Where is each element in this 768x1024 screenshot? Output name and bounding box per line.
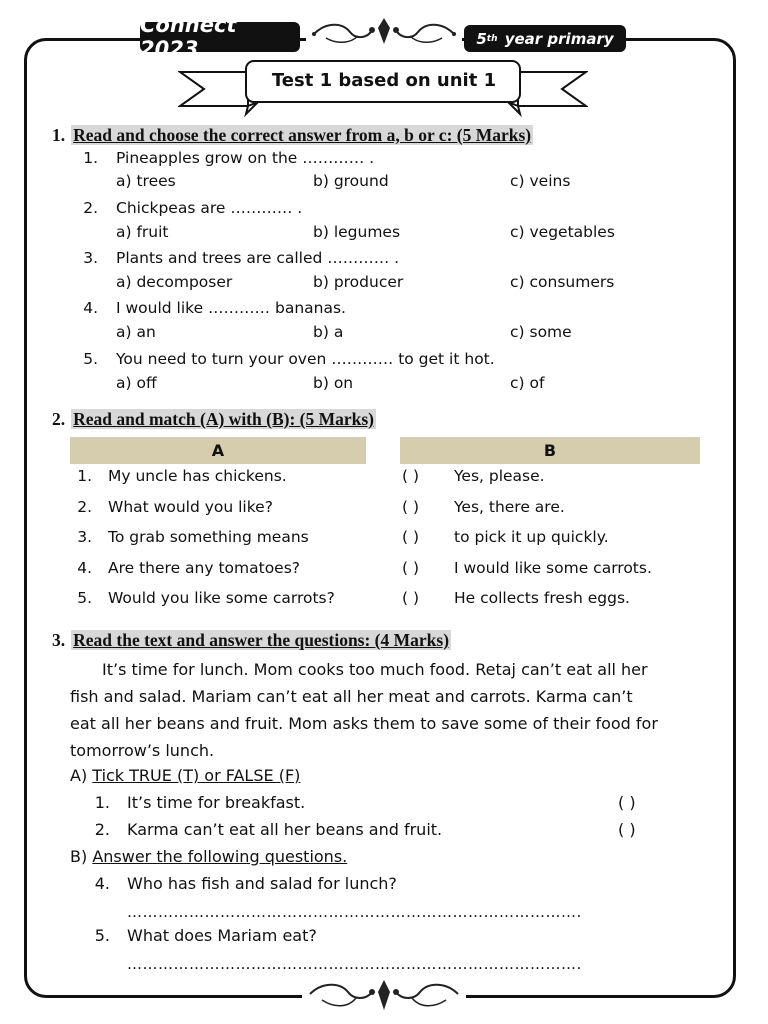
match-b-text: to pick it up quickly. [454, 528, 609, 546]
tf-statement: Karma can’t eat all her beans and fruit. [127, 820, 443, 839]
question-number: 5. [83, 350, 98, 368]
section-1-title: Read and choose the correct answer from a, b or c: (5 Marks) [73, 125, 532, 145]
option-c[interactable]: c) of [510, 374, 545, 392]
section-2-number: 2. [52, 409, 66, 429]
match-b-text: Yes, please. [454, 467, 545, 485]
match-bracket[interactable]: ( ) [402, 467, 420, 485]
match-a-text: Are there any tomatoes? [108, 559, 301, 577]
grade-text: year primary [504, 29, 614, 48]
question-text: Who has fish and salad for lunch? [127, 874, 397, 893]
section-2-title: Read and match (A) with (B): (5 Marks) [73, 409, 375, 429]
tf-number: 2. [94, 820, 110, 839]
section-3-title: Read the text and answer the questions: (4 Marks) [73, 630, 450, 650]
section-1-heading [52, 124, 533, 146]
tf-number: 1. [94, 793, 110, 812]
option-b[interactable]: b) legumes [313, 223, 401, 241]
question-number: 1. [83, 149, 98, 167]
option-a[interactable]: a) trees [116, 172, 176, 190]
option-c[interactable]: c) veins [510, 172, 571, 190]
option-a[interactable]: a) an [116, 323, 156, 341]
option-a[interactable]: a) fruit [116, 223, 169, 241]
option-b[interactable]: b) ground [313, 172, 389, 190]
match-bracket[interactable]: ( ) [402, 589, 420, 607]
option-a[interactable]: a) decomposer [116, 273, 233, 291]
question-text: I would like ………… bananas. [116, 299, 346, 317]
passage-line: tomorrow’s lunch. [70, 741, 215, 760]
grade-tag [464, 25, 626, 52]
match-b-text: Yes, there are. [454, 498, 565, 516]
match-bracket[interactable]: ( ) [402, 498, 420, 516]
question-text: What does Mariam eat? [127, 926, 317, 945]
match-a-text: Would you like some carrots? [108, 589, 335, 607]
match-bracket[interactable]: ( ) [402, 559, 420, 577]
section-3-number: 3. [52, 630, 66, 650]
match-bracket[interactable]: ( ) [402, 528, 420, 546]
reading-passage [70, 656, 700, 764]
passage-line: eat all her beans and fruit. Mom asks them to save some of their food for [70, 714, 658, 733]
option-c[interactable]: c) some [510, 323, 572, 341]
option-c[interactable]: c) consumers [510, 273, 615, 291]
part-a-title: Tick TRUE (T) or FALSE (F) [92, 766, 301, 785]
question-text: Plants and trees are called ………… . [116, 249, 400, 267]
question-number: 4. [83, 299, 98, 317]
match-number: 3. [77, 528, 92, 546]
question-number: 4. [94, 874, 110, 893]
page-title: Test 1 based on unit 1 [271, 69, 497, 91]
ornament-top-icon [306, 14, 462, 48]
column-a-header: A [70, 437, 366, 464]
match-a-text: What would you like? [108, 498, 273, 516]
part-a-heading [70, 766, 300, 786]
passage-line: fish and salad. Mariam can’t eat all her meat and carrots. Karma can’t [70, 687, 633, 706]
brand-tag: Connect 2023 [140, 22, 300, 52]
match-number: 1. [77, 467, 92, 485]
ornament-bottom-icon [302, 978, 466, 1012]
answer-line[interactable]: ……………………………………………………………………………. [127, 903, 582, 921]
option-c[interactable]: c) vegetables [510, 223, 615, 241]
match-number: 5. [77, 589, 92, 607]
section-2-heading [52, 408, 376, 430]
match-a-text: To grab something means [108, 528, 309, 546]
part-b-title: Answer the following questions. [92, 847, 348, 866]
option-b[interactable]: b) producer [313, 273, 404, 291]
question-text: Chickpeas are ………… . [116, 199, 303, 217]
section-3-heading [52, 629, 451, 651]
part-b-label: B) [70, 847, 88, 866]
part-a-label: A) [70, 766, 88, 785]
match-b-text: He collects fresh eggs. [454, 589, 630, 607]
match-number: 4. [77, 559, 92, 577]
option-a[interactable]: a) off [116, 374, 157, 392]
passage-line: It’s time for lunch. Mom cooks too much food. Retaj can’t eat all her [102, 660, 648, 679]
match-b-text: I would like some carrots. [454, 559, 652, 577]
question-number: 3. [83, 249, 98, 267]
grade-number: 5 [476, 29, 487, 48]
part-b-heading [70, 847, 347, 867]
option-b[interactable]: b) on [313, 374, 354, 392]
match-a-text: My uncle has chickens. [108, 467, 287, 485]
column-b-header: B [400, 437, 700, 464]
question-number: 2. [83, 199, 98, 217]
answer-line[interactable]: ……………………………………………………………………………. [127, 955, 582, 973]
question-text: Pineapples grow on the ………… . [116, 149, 375, 167]
grade-suffix: th [486, 33, 498, 44]
option-b[interactable]: b) a [313, 323, 344, 341]
question-text: You need to turn your oven ………… to get it hot. [116, 350, 495, 368]
match-number: 2. [77, 498, 92, 516]
tf-statement: It’s time for breakfast. [127, 793, 306, 812]
question-number: 5. [94, 926, 110, 945]
section-1-number: 1. [52, 125, 66, 145]
tf-answer-box[interactable]: ( ) [618, 820, 636, 839]
tf-answer-box[interactable]: ( ) [618, 793, 636, 812]
